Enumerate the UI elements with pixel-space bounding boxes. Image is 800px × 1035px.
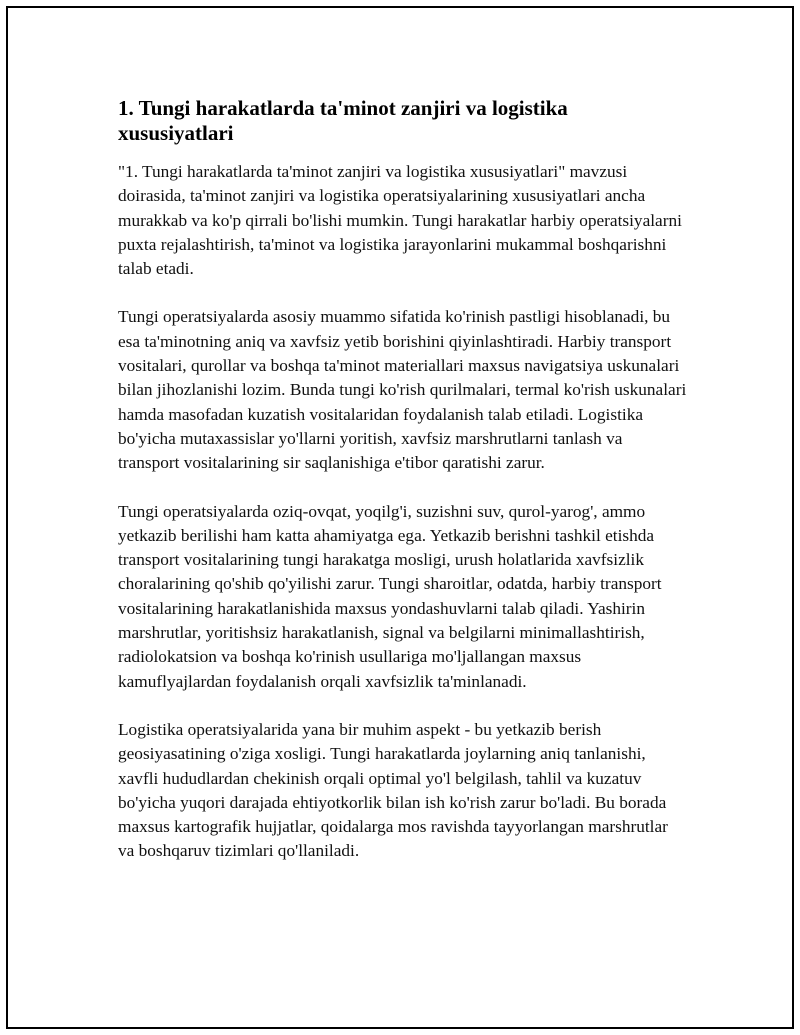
paragraph-3: Tungi operatsiyalarda oziq-ovqat, yoqilg'i, suzishni suv, qurol-yarog', ammo yetkazib berilishi ham katta ahamiyatga ega. Yetkazib berishni tashkil etishda transport vositalarining tungi harakatga mosligi, urush holatlarida xavfsizlik choralarining qo'shib qo'yilishi zarur. Tungi sharoitlar, odatda, harbiy transport vositalarining harakatlanishida maxsus yondashuvlarni talab qiladi. Yashirin marshrutlar, yoritishsiz harakatlanish, signal va belgilarni minimallashtirish, radiolokatsion va boshqa ko'rinish usullariga mo'ljallangan maxsus kamuflyajlardan foydalanish orqali xavfsizlik ta'minlanadi. bbox=[118, 501, 662, 691]
document-title: 1. Tungi harakatlarda ta'minot zanjiri va logistika xususiyatlari bbox=[118, 96, 568, 145]
document-body bbox=[118, 96, 688, 888]
paragraph-4: Logistika operatsiyalarida yana bir muhim aspekt - bu yetkazib berish geosiyasatining o'ziga xosligi. Tungi harakatlarda joylarning aniq tanlanishi, xavfli hududlardan chekinish orqali optimal yo'l belgilash, tahlil va kuzatuv bo'yicha yuqori darajada ehtiyotkorlik bilan ish ko'rish zarur bo'ladi. Bu borada maxsus kartografik hujjatlar, qoidalarga mos ravishda tayyorlangan marshrutlar va boshqaruv tizimlari qo'llaniladi. bbox=[118, 719, 668, 861]
paragraph-2: Tungi operatsiyalarda asosiy muammo sifatida ko'rinish pastligi hisoblanadi, bu esa ta'minotning aniq va xavfsiz yetib borishini qiyinlashtiradi. Harbiy transport vositalari, qurollar va boshqa ta'minot materiallari maxsus navigatsiya uskunalari bilan jihozlanishi lozim. Bunda tungi ko'rish qurilmalari, termal ko'rish uskunalari hamda masofadan kuzatish vositalaridan foydalanish talab etiladi. Logistika bo'yicha mutaxassislar yo'llarni yoritish, xavfsiz marshrutlarni tanlash va transport vositalarining sir saqlanishiga e'tibor qaratishi zarur. bbox=[118, 307, 687, 473]
paragraph-1: "1. Tungi harakatlarda ta'minot zanjiri va logistika xususiyatlari" mavzusi doirasida, ta'minot zanjiri va logistika operatsiyalarining xususiyatlari ancha murakkab va ko'p qirrali bo'lishi mumkin. Tungi harakatlar harbiy operatsiyalarni puxta rejalashtirish, ta'minot va logistika jarayonlarini mukammal boshqarishni talab etadi. bbox=[118, 162, 682, 279]
